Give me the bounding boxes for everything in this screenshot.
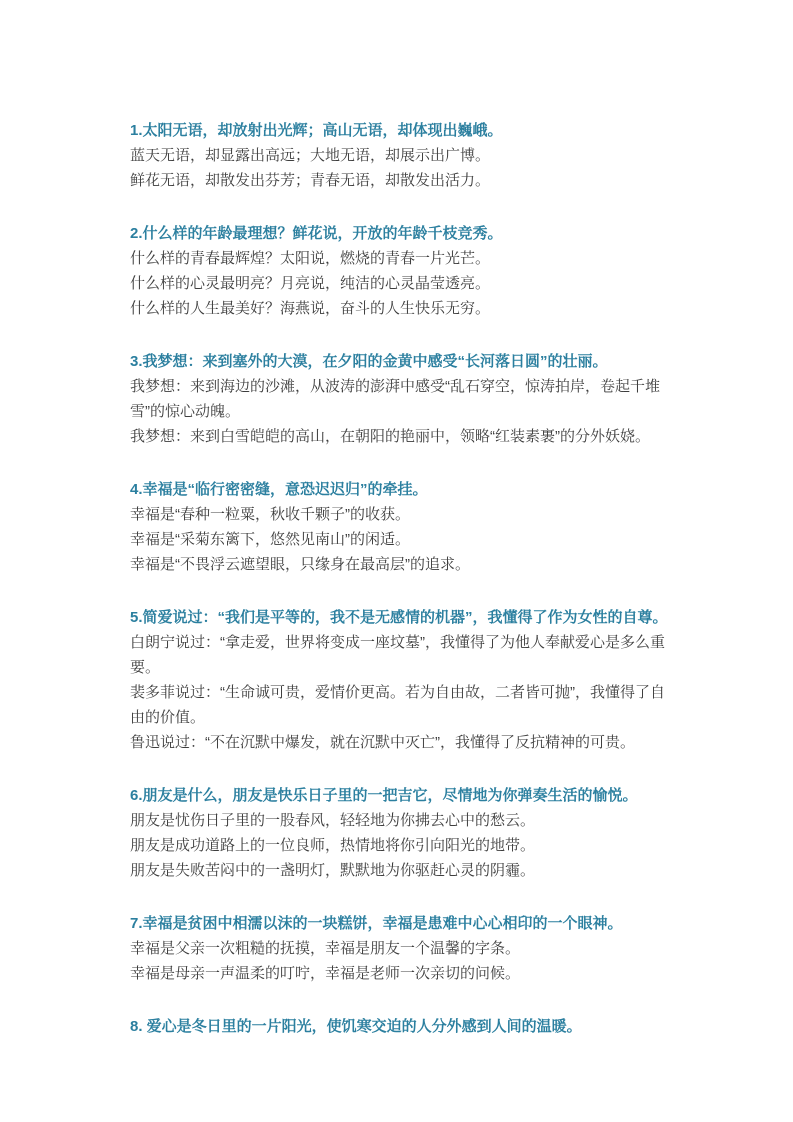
section-3 (130, 349, 678, 449)
section-heading: 6.朋友是什么，朋友是快乐日子里的一把吉它，尽情地为你弹奏生活的愉悦。 (130, 787, 638, 804)
section-paragraph: 朋友是忧伤日子里的一股春风，轻轻地为你拂去心中的愁云。 (130, 812, 536, 829)
section-6 (130, 783, 678, 883)
section-paragraph: 朋友是失败苦闷中的一盏明灯，默默地为你驱赶心灵的阴霾。 (130, 862, 536, 879)
section-heading: 7.幸福是贫困中相濡以沫的一块糕饼，幸福是患难中心心相印的一个眼神。 (130, 915, 623, 932)
section-heading: 1.太阳无语，却放射出光辉；高山无语，却体现出巍峨。 (130, 122, 503, 139)
section-paragraph: 白朗宁说过：“拿走爱，世界将变成一座坟墓”，我懂得了为他人奉献爱心是多么重要。 (130, 634, 665, 676)
section-paragraph: 裴多菲说过：“生命诚可贵，爱情价更高。若为自由故，二者皆可抛”，我懂得了自由的价值。 (130, 684, 665, 726)
section-paragraph: 鲜花无语，却散发出芬芳；青春无语，却散发出活力。 (130, 172, 491, 189)
section-paragraph: 幸福是“不畏浮云遮望眼，只缘身在最高层”的追求。 (130, 556, 470, 573)
section-paragraph: 朋友是成功道路上的一位良师，热情地将你引向阳光的地带。 (130, 837, 536, 854)
section-4 (130, 477, 678, 577)
section-paragraph: 蓝天无语，却显露出高远；大地无语，却展示出广博。 (130, 147, 491, 164)
section-heading: 2.什么样的年龄最理想？鲜花说，开放的年龄千枝竞秀。 (130, 225, 503, 242)
section-8 (130, 1014, 678, 1039)
section-heading: 4.幸福是“临行密密缝，意恐迟迟归”的牵挂。 (130, 481, 428, 498)
section-paragraph: 什么样的心灵最明亮？月亮说，纯洁的心灵晶莹透亮。 (130, 275, 491, 292)
section-paragraph: 幸福是母亲一声温柔的叮咛，幸福是老师一次亲切的问候。 (130, 965, 521, 982)
section-2 (130, 221, 678, 321)
section-paragraph: 幸福是“春种一粒粟，秋收千颗子”的收获。 (130, 506, 410, 523)
section-heading: 5.简爱说过：“我们是平等的，我不是无感情的机器”，我懂得了作为女性的自尊。 (130, 609, 668, 626)
section-paragraph: 什么样的人生最美好？海燕说，奋斗的人生快乐无穷。 (130, 300, 491, 317)
section-paragraph: 幸福是“采菊东篱下，悠然见南山”的闲适。 (130, 531, 410, 548)
section-7 (130, 911, 678, 986)
section-5 (130, 605, 678, 755)
section-heading: 3.我梦想：来到塞外的大漠，在夕阳的金黄中感受“长河落日圆”的壮丽。 (130, 353, 608, 370)
section-1 (130, 118, 678, 193)
section-heading: 8. 爱心是冬日里的一片阳光，使饥寒交迫的人分外感到人间的温暖。 (130, 1018, 582, 1035)
section-paragraph: 幸福是父亲一次粗糙的抚摸，幸福是朋友一个温馨的字条。 (130, 940, 521, 957)
section-paragraph: 我梦想：来到白雪皑皑的高山，在朝阳的艳丽中，领略“红装素裹”的分外妖娆。 (130, 428, 650, 445)
section-paragraph: 鲁迅说过：“不在沉默中爆发，就在沉默中灭亡”，我懂得了反抗精神的可贵。 (130, 734, 635, 751)
section-paragraph: 什么样的青春最辉煌？太阳说，燃烧的青春一片光芒。 (130, 250, 491, 267)
section-paragraph: 我梦想：来到海边的沙滩，从波涛的澎湃中感受“乱石穿空，惊涛拍岸，卷起千堆雪”的惊心动魄。 (130, 378, 660, 420)
